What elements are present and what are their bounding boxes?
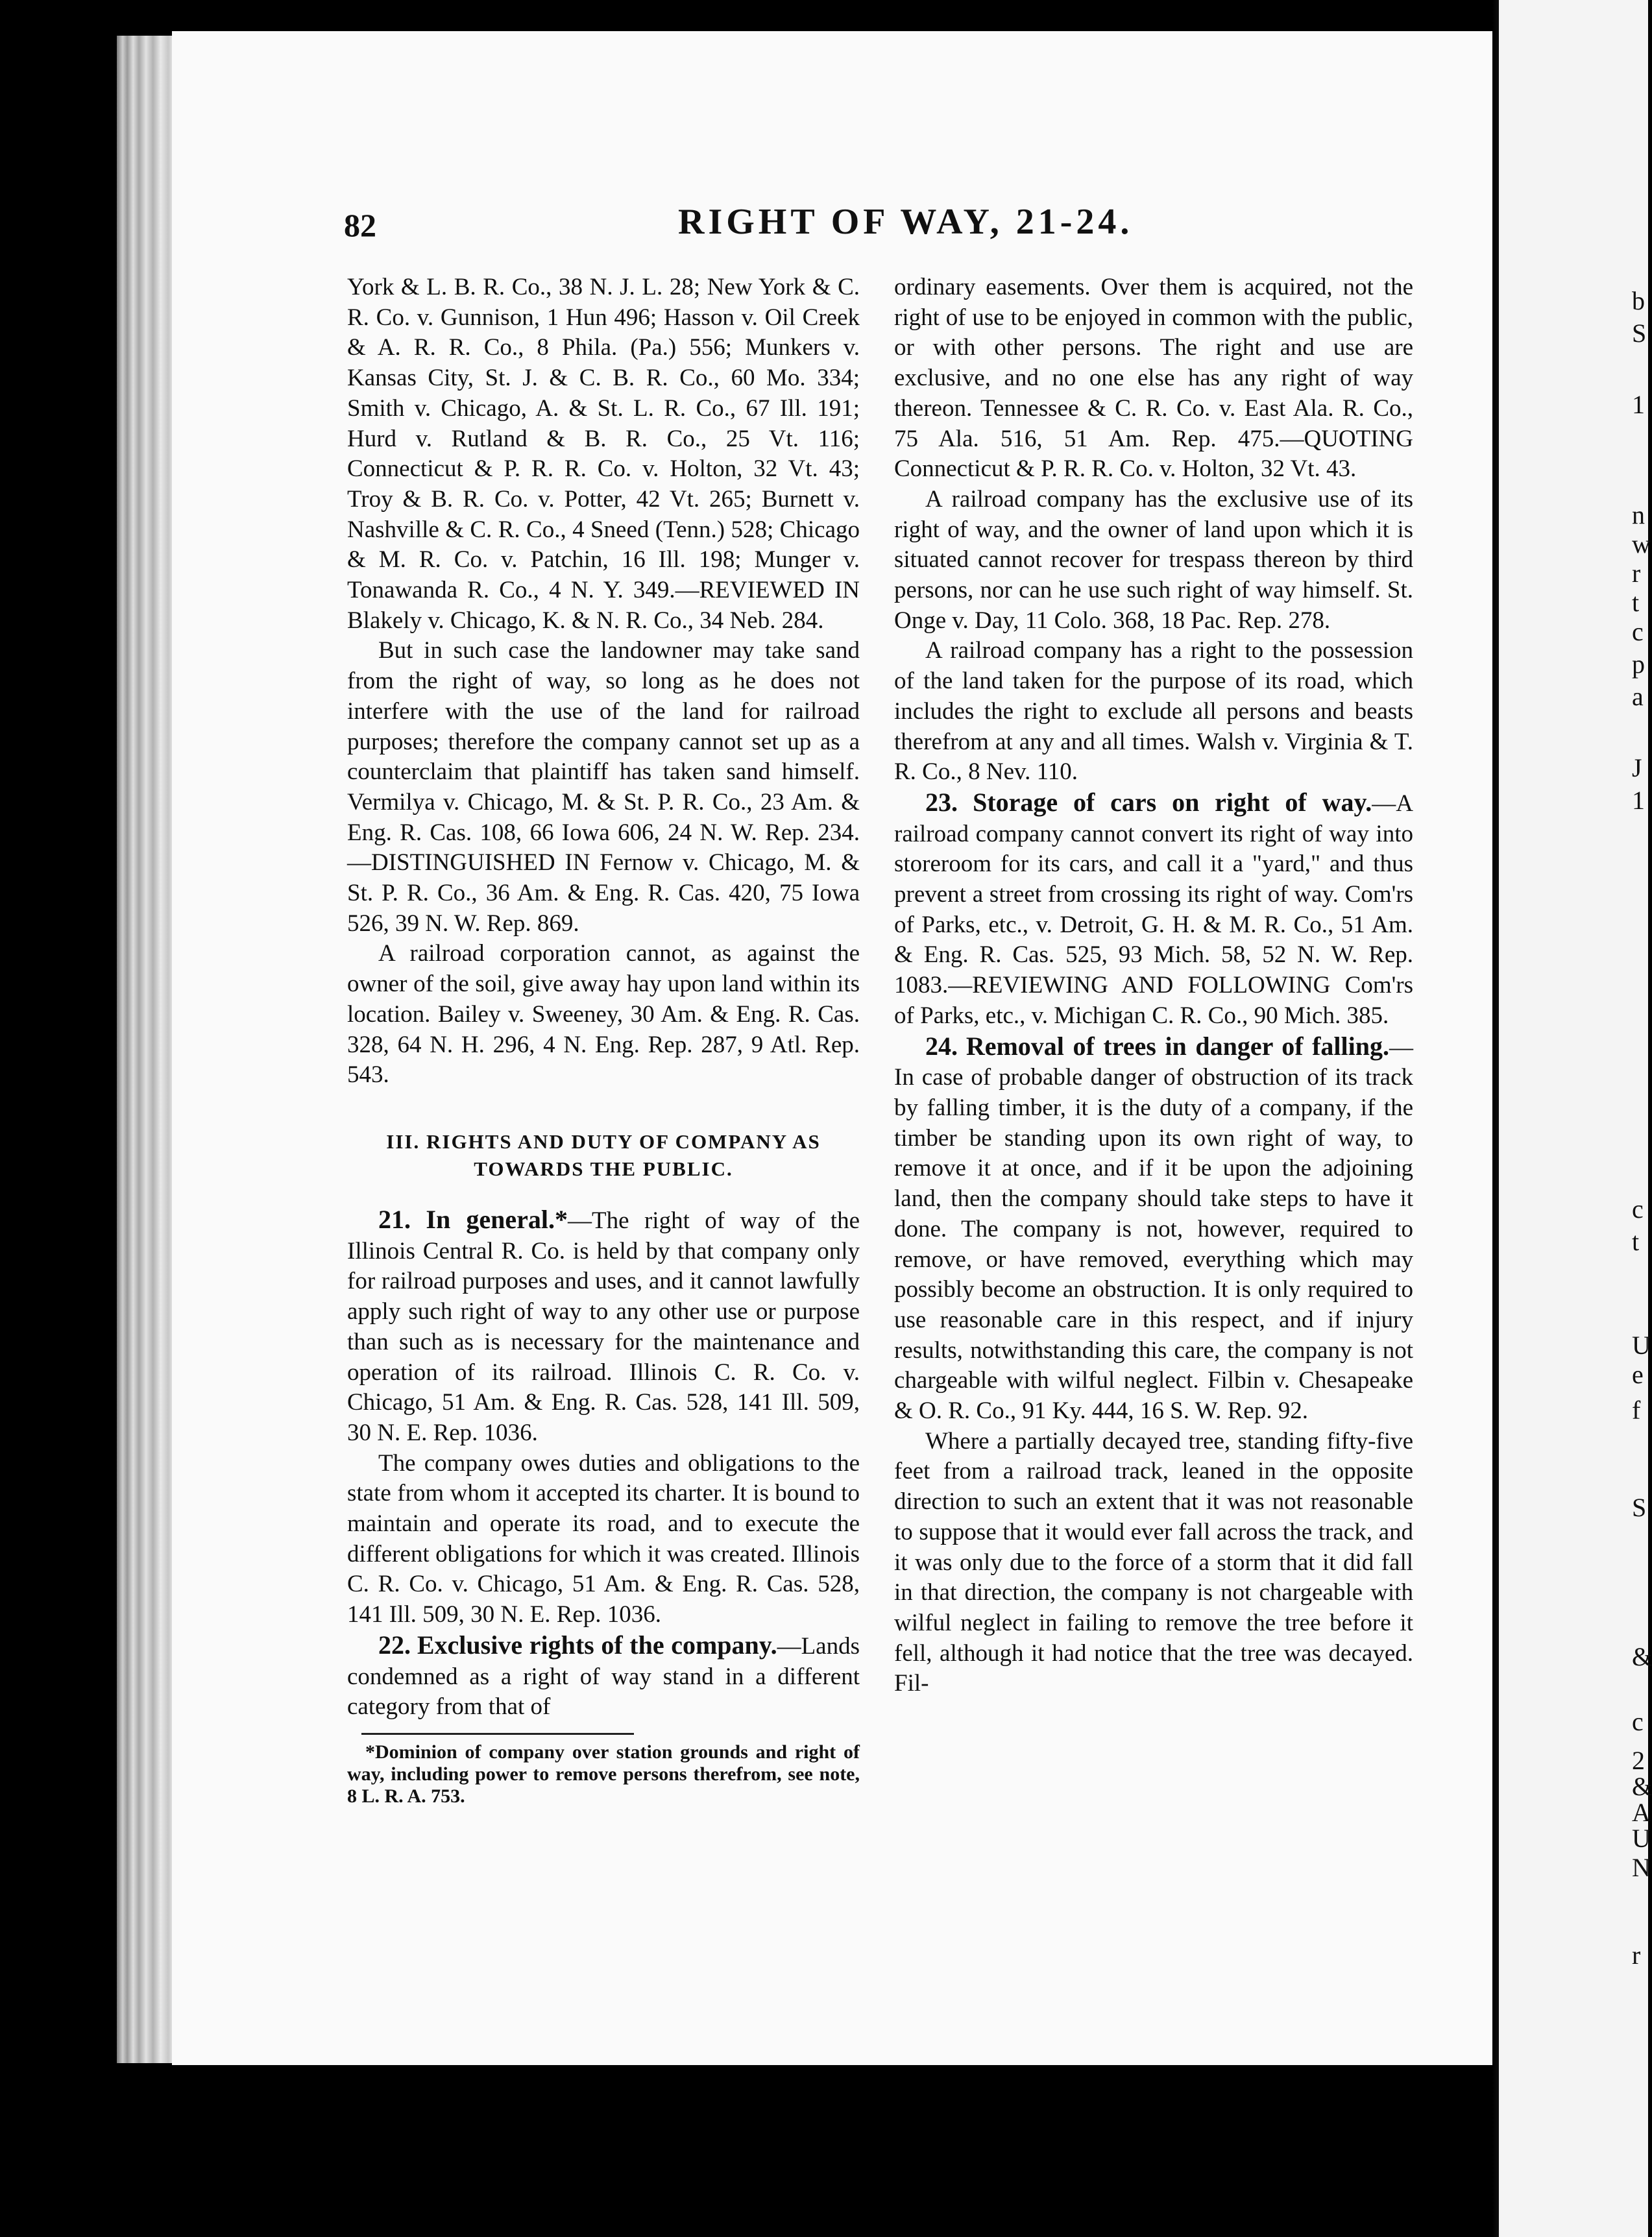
facing-page-fragment: 2 (1632, 1746, 1645, 1775)
paragraph: A railroad company has the exclusive use of its right of way, and the owner of land upon which it is situated cannot recover for trespass thereon by third persons, nor can he use such right of way himself. St. Onge v. Day, 11 Colo. 368, 18 Pac. Rep. 278. (894, 485, 1413, 634)
section-24 (894, 1032, 1413, 1427)
facing-page-fragment: f (1632, 1396, 1641, 1425)
section-text: —A railroad company cannot convert its right of way into storeroom for its cars, and call it a "yard," and thus prevent a street from crossing its right of way. Com'rs of Parks, etc., v. Detroit, G. H. & M. R. Co., 51 Am. & Eng. R. Cas. 525, 93 Mich. 58, 52 N. W. Rep. 1083.—REVIEWING AND FOLLOWING Com'rs of Parks, etc., v. Michigan C. R. Co., 90 Mich. 385. (894, 790, 1413, 1029)
section-number: 22. (378, 1630, 411, 1660)
book-page-edges (117, 36, 175, 2063)
facing-page-fragment: a (1632, 682, 1644, 711)
facing-page-fragment: U (1632, 1824, 1651, 1853)
facing-page-fragment: w (1632, 529, 1651, 559)
section-22 (347, 1630, 860, 1723)
running-head (172, 201, 1502, 253)
facing-page-fragment: & (1632, 1642, 1652, 1671)
left-column (347, 272, 860, 1808)
section-number: 21. (378, 1204, 411, 1234)
footnote: *Dominion of company over station grounds and right of way, including power to remove persons therefrom, see note, 8 L. R. A. 753. (347, 1741, 860, 1807)
paragraph: ordinary easements. Over them is acquired, not the right of use to be enjoyed in common with the public, or with other persons. The right and use are exclusive, and no one else has any right of way thereon. Tennessee & C. R. Co. v. East Ala. R. Co., 75 Ala. 516, 51 Am. Rep. 475.—QUOTING Connecticut & P. R. R. Co. v. Holton, 32 Vt. 43. (894, 274, 1413, 483)
section-heading: III. RIGHTS AND DUTY OF COMPANY AS TOWARDS THE PUBLIC. (386, 1130, 821, 1180)
page-header-title: RIGHT OF WAY, 21-24. (678, 202, 1134, 242)
facing-page-fragment: c (1632, 1707, 1644, 1736)
facing-page-fragment: J (1632, 753, 1642, 782)
page-number: 82 (344, 207, 376, 243)
footnote-rule (361, 1733, 634, 1735)
facing-page-fragment: c (1632, 1194, 1644, 1224)
section-title: In general.* (426, 1204, 568, 1234)
facing-page-fragment: 1 (1632, 390, 1645, 419)
facing-page-fragment: S (1632, 319, 1647, 348)
facing-page-fragment: c (1632, 617, 1644, 646)
facing-page-fragment: b (1632, 286, 1645, 315)
facing-page-fragment: r (1632, 559, 1641, 588)
section-title: Storage of cars on right of way. (973, 787, 1372, 817)
paragraph: A railroad company has a right to the possession of the land taken for the purpose of its road, which includes the right to exclude all persons and beasts therefrom at any and all times. Walsh v. Virginia & T. R. Co., 8 Nev. 110. (894, 637, 1413, 786)
facing-page-edge (1499, 0, 1648, 2237)
facing-page-fragment: N (1632, 1853, 1651, 1882)
section-number: 23. (925, 787, 958, 817)
section-title: Removal of trees in danger of falling. (966, 1031, 1390, 1061)
paragraph: A railroad corporation cannot, as against the owner of the soil, give away hay upon land within its location. Bailey v. Sweeney, 30 Am. & Eng. R. Cas. 328, 64 N. H. 296, 4 N. Eng. Rep. 287, 9 Atl. Rep. 543. (347, 940, 860, 1089)
facing-page-fragment: S (1632, 1493, 1647, 1522)
facing-page-fragment: & (1632, 1772, 1652, 1801)
section-number: 24. (925, 1031, 958, 1061)
paragraph: Where a partially decayed tree, standing fifty-five feet from a railroad track, leaned in the opposite direction to such an extent that it was not reasonable to suppose that it would ever fall across the track, and it was only due to the force of a storm that it did fall in that direction, the company is not chargeable with wilful neglect in failing to remove the tree before it fell, although it had notice that the tree was decayed. Fil- (894, 1427, 1413, 1697)
facing-page-fragment: n (1632, 500, 1645, 529)
paragraph: The company owes duties and obligations to the state from whom it accepted its charter. It is bound to maintain and operate its road, and to execute the different obligations for which it was created. Illinois C. R. Co. v. Chicago, 51 Am. & Eng. R. Cas. 528, 141 Ill. 509, 30 N. E. Rep. 1036. (347, 1449, 860, 1628)
facing-page-fragment: U (1632, 1331, 1651, 1360)
paragraph: York & L. B. R. Co., 38 N. J. L. 28; New York & C. R. Co. v. Gunnison, 1 Hun 496; Hasson v. Oil Creek & A. R. R. Co., 8 Phila. (Pa.) 556; Munkers v. Kansas City, St. J. & C. B. R. Co., 60 Mo. 334; Smith v. Chicago, A. & St. L. R. Co., 67 Ill. 191; Hurd v. Rutland & B. R. Co., 25 Vt. 116; Connecticut & P. R. R. Co. v. Holton, 32 Vt. 43; Troy & B. R. Co. v. Potter, 42 Vt. 265; Burnett v. Nashville & C. R. Co., 4 Sneed (Tenn.) 528; Chicago & M. R. Co. v. Patchin, 16 Ill. 198; Munger v. Tonawanda R. Co., 4 N. Y. 349.—REVIEWED IN Blakely v. Chicago, K. & N. R. Co., 34 Neb. 284. (347, 274, 860, 634)
facing-page-fragment: t (1632, 588, 1640, 617)
section-text: —Lands condemned as a right of way stand in a different category from that of (347, 1632, 860, 1721)
right-column (894, 272, 1413, 1699)
section-23 (894, 788, 1413, 1032)
facing-page-fragment: e (1632, 1360, 1644, 1389)
facing-page-fragment: 1 (1632, 786, 1645, 815)
section-text: —The right of way of the Illinois Central R. Co. is held by that company only for railroad purposes and uses, and it cannot lawfully apply such right of way to any other use or purpose than such as is necessary for the maintenance and operation of its railroad. Illinois C. R. Co. v. Chicago, 51 Am. & Eng. R. Cas. 528, 141 Ill. 509, 30 N. E. Rep. 1036. (347, 1207, 860, 1446)
facing-page-fragment: A (1632, 1798, 1651, 1827)
paragraph: But in such case the landowner may take sand from the right of way, so long as he does not interfere with the use of the land for railroad purposes; therefore the company cannot set up as a counterclaim that plaintiff has taken sand himself. Vermilya v. Chicago, M. & St. P. R. Co., 23 Am. & Eng. R. Cas. 108, 66 Iowa 606, 24 N. W. Rep. 234.—DISTINGUISHED IN Fernow v. Chicago, M. & St. P. R. Co., 36 Am. & Eng. R. Cas. 420, 75 Iowa 526, 39 N. W. Rep. 869. (347, 637, 860, 937)
section-21 (347, 1205, 860, 1449)
facing-page-fragment: p (1632, 649, 1645, 679)
facing-page-fragment: t (1632, 1227, 1640, 1256)
facing-page-fragment: r (1632, 1941, 1641, 1970)
section-title: Exclusive rights of the company. (417, 1630, 777, 1660)
section-text: — In case of probable danger of obstruction of its track by falling timber, it is the duty of a company, if the timber be standing upon its own right of way, to remove it at once, and if it be upon the adjoining land, then the company should take steps to have it done. The company is not, however, required to remove, or have removed, everything which may possibly become an obstruction. It is only required to use reasonable care in this respect, and if injury results, notwithstanding this care, the company is not chargeable with wilful neglect. Filbin v. Chesapeake & O. R. Co., 91 Ky. 444, 16 S. W. Rep. 92. (894, 1034, 1414, 1425)
